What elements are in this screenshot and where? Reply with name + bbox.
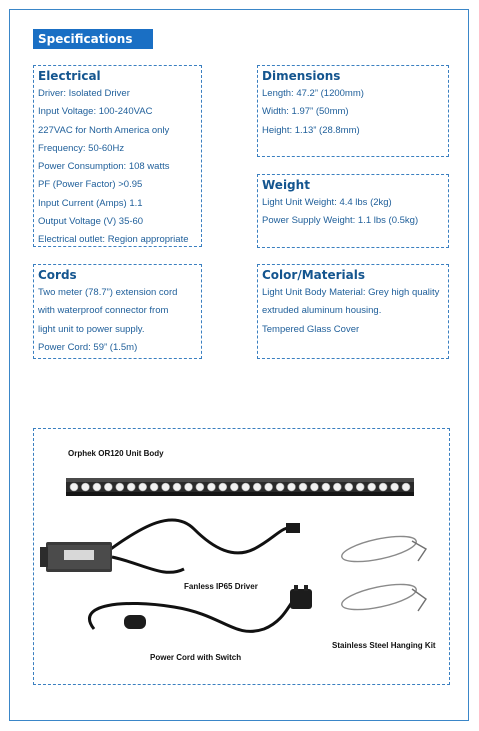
led-lens — [333, 483, 341, 491]
caption-driver: Fanless IP65 Driver — [184, 582, 258, 591]
caption-power-cord: Power Cord with Switch — [150, 653, 242, 662]
led-lens — [70, 483, 78, 491]
electrical-line: Input Current (Amps) 1.1 — [38, 197, 143, 209]
caption-hanging-kit: Stainless Steel Hanging Kit — [332, 641, 436, 650]
led-lens — [379, 483, 387, 491]
cords-line: Two meter (78.7”) extension cord — [38, 287, 178, 298]
cords-line: with waterproof connector from — [38, 305, 169, 317]
weight-section — [257, 174, 449, 248]
led-lens — [150, 483, 158, 491]
weight-line: Light Unit Weight: 4.4 lbs (2kg) — [262, 197, 392, 208]
led-lens — [219, 483, 227, 491]
led-lens — [116, 483, 124, 491]
led-lens — [402, 483, 410, 491]
color-materials-line: Light Unit Body Material: Grey high quality — [262, 287, 440, 298]
led-lens — [310, 483, 318, 491]
driver-image — [40, 520, 300, 572]
led-lens — [162, 483, 170, 491]
electrical-line: 227VAC for North America only — [38, 124, 170, 136]
cords-section — [33, 264, 202, 359]
product-photo-panel — [33, 428, 450, 685]
led-lens — [356, 483, 364, 491]
electrical-line: Power Consumption: 108 watts — [38, 161, 170, 173]
led-lens — [299, 483, 307, 491]
led-lens — [391, 483, 399, 491]
electrical-line: Driver: Isolated Driver — [38, 88, 130, 99]
color-materials-section — [257, 264, 449, 359]
dimensions-section — [257, 65, 449, 157]
specifications-banner: Specifications — [33, 29, 153, 49]
electrical-line: PF (Power Factor) >0.95 — [38, 179, 143, 191]
led-lens — [139, 483, 147, 491]
dimensions-title: Dimensions — [262, 69, 341, 83]
led-lens — [173, 483, 181, 491]
led-lens — [196, 483, 204, 491]
electrical-title: Electrical — [38, 69, 101, 83]
electrical-line: Input Voltage: 100-240VAC — [38, 106, 153, 118]
led-lens — [288, 483, 296, 491]
cords-line: Power Cord: 59” (1.5m) — [38, 341, 138, 353]
led-lens — [276, 483, 284, 491]
caption-unit-body: Orphek OR120 Unit Body — [68, 449, 164, 458]
led-lens — [265, 483, 273, 491]
led-lens — [207, 483, 215, 491]
hanging-kit-image — [340, 531, 426, 614]
led-lens — [104, 483, 112, 491]
dimensions-line: Height: 1.13” (28.8mm) — [262, 124, 360, 136]
led-lens — [127, 483, 135, 491]
power-cord-image — [89, 585, 312, 631]
color-materials-line: Tempered Glass Cover — [262, 323, 360, 335]
color-materials-line: extruded aluminum housing. — [262, 305, 382, 317]
weight-title: Weight — [262, 178, 310, 192]
dimensions-line: Width: 1.97” (50mm) — [262, 106, 349, 118]
led-lens — [253, 483, 261, 491]
led-lens — [185, 483, 193, 491]
led-lens — [368, 483, 376, 491]
led-lens — [242, 483, 250, 491]
electrical-line: Electrical outlet: Region appropriate — [38, 234, 189, 246]
electrical-section — [33, 65, 202, 247]
color-materials-title: Color/Materials — [262, 268, 366, 282]
cords-title: Cords — [38, 268, 77, 282]
cords-line: light unit to power supply. — [38, 323, 145, 335]
dimensions-line: Length: 47.2” (1200mm) — [262, 88, 364, 99]
light-bar-image — [66, 478, 414, 496]
led-lens — [345, 483, 353, 491]
electrical-line: Frequency: 50-60Hz — [38, 142, 125, 154]
led-lens — [93, 483, 101, 491]
electrical-line: Output Voltage (V) 35-60 — [38, 216, 144, 228]
led-lens — [230, 483, 238, 491]
led-lens — [322, 483, 330, 491]
weight-line: Power Supply Weight: 1.1 lbs (0.5kg) — [262, 215, 419, 227]
led-lens — [81, 483, 89, 491]
